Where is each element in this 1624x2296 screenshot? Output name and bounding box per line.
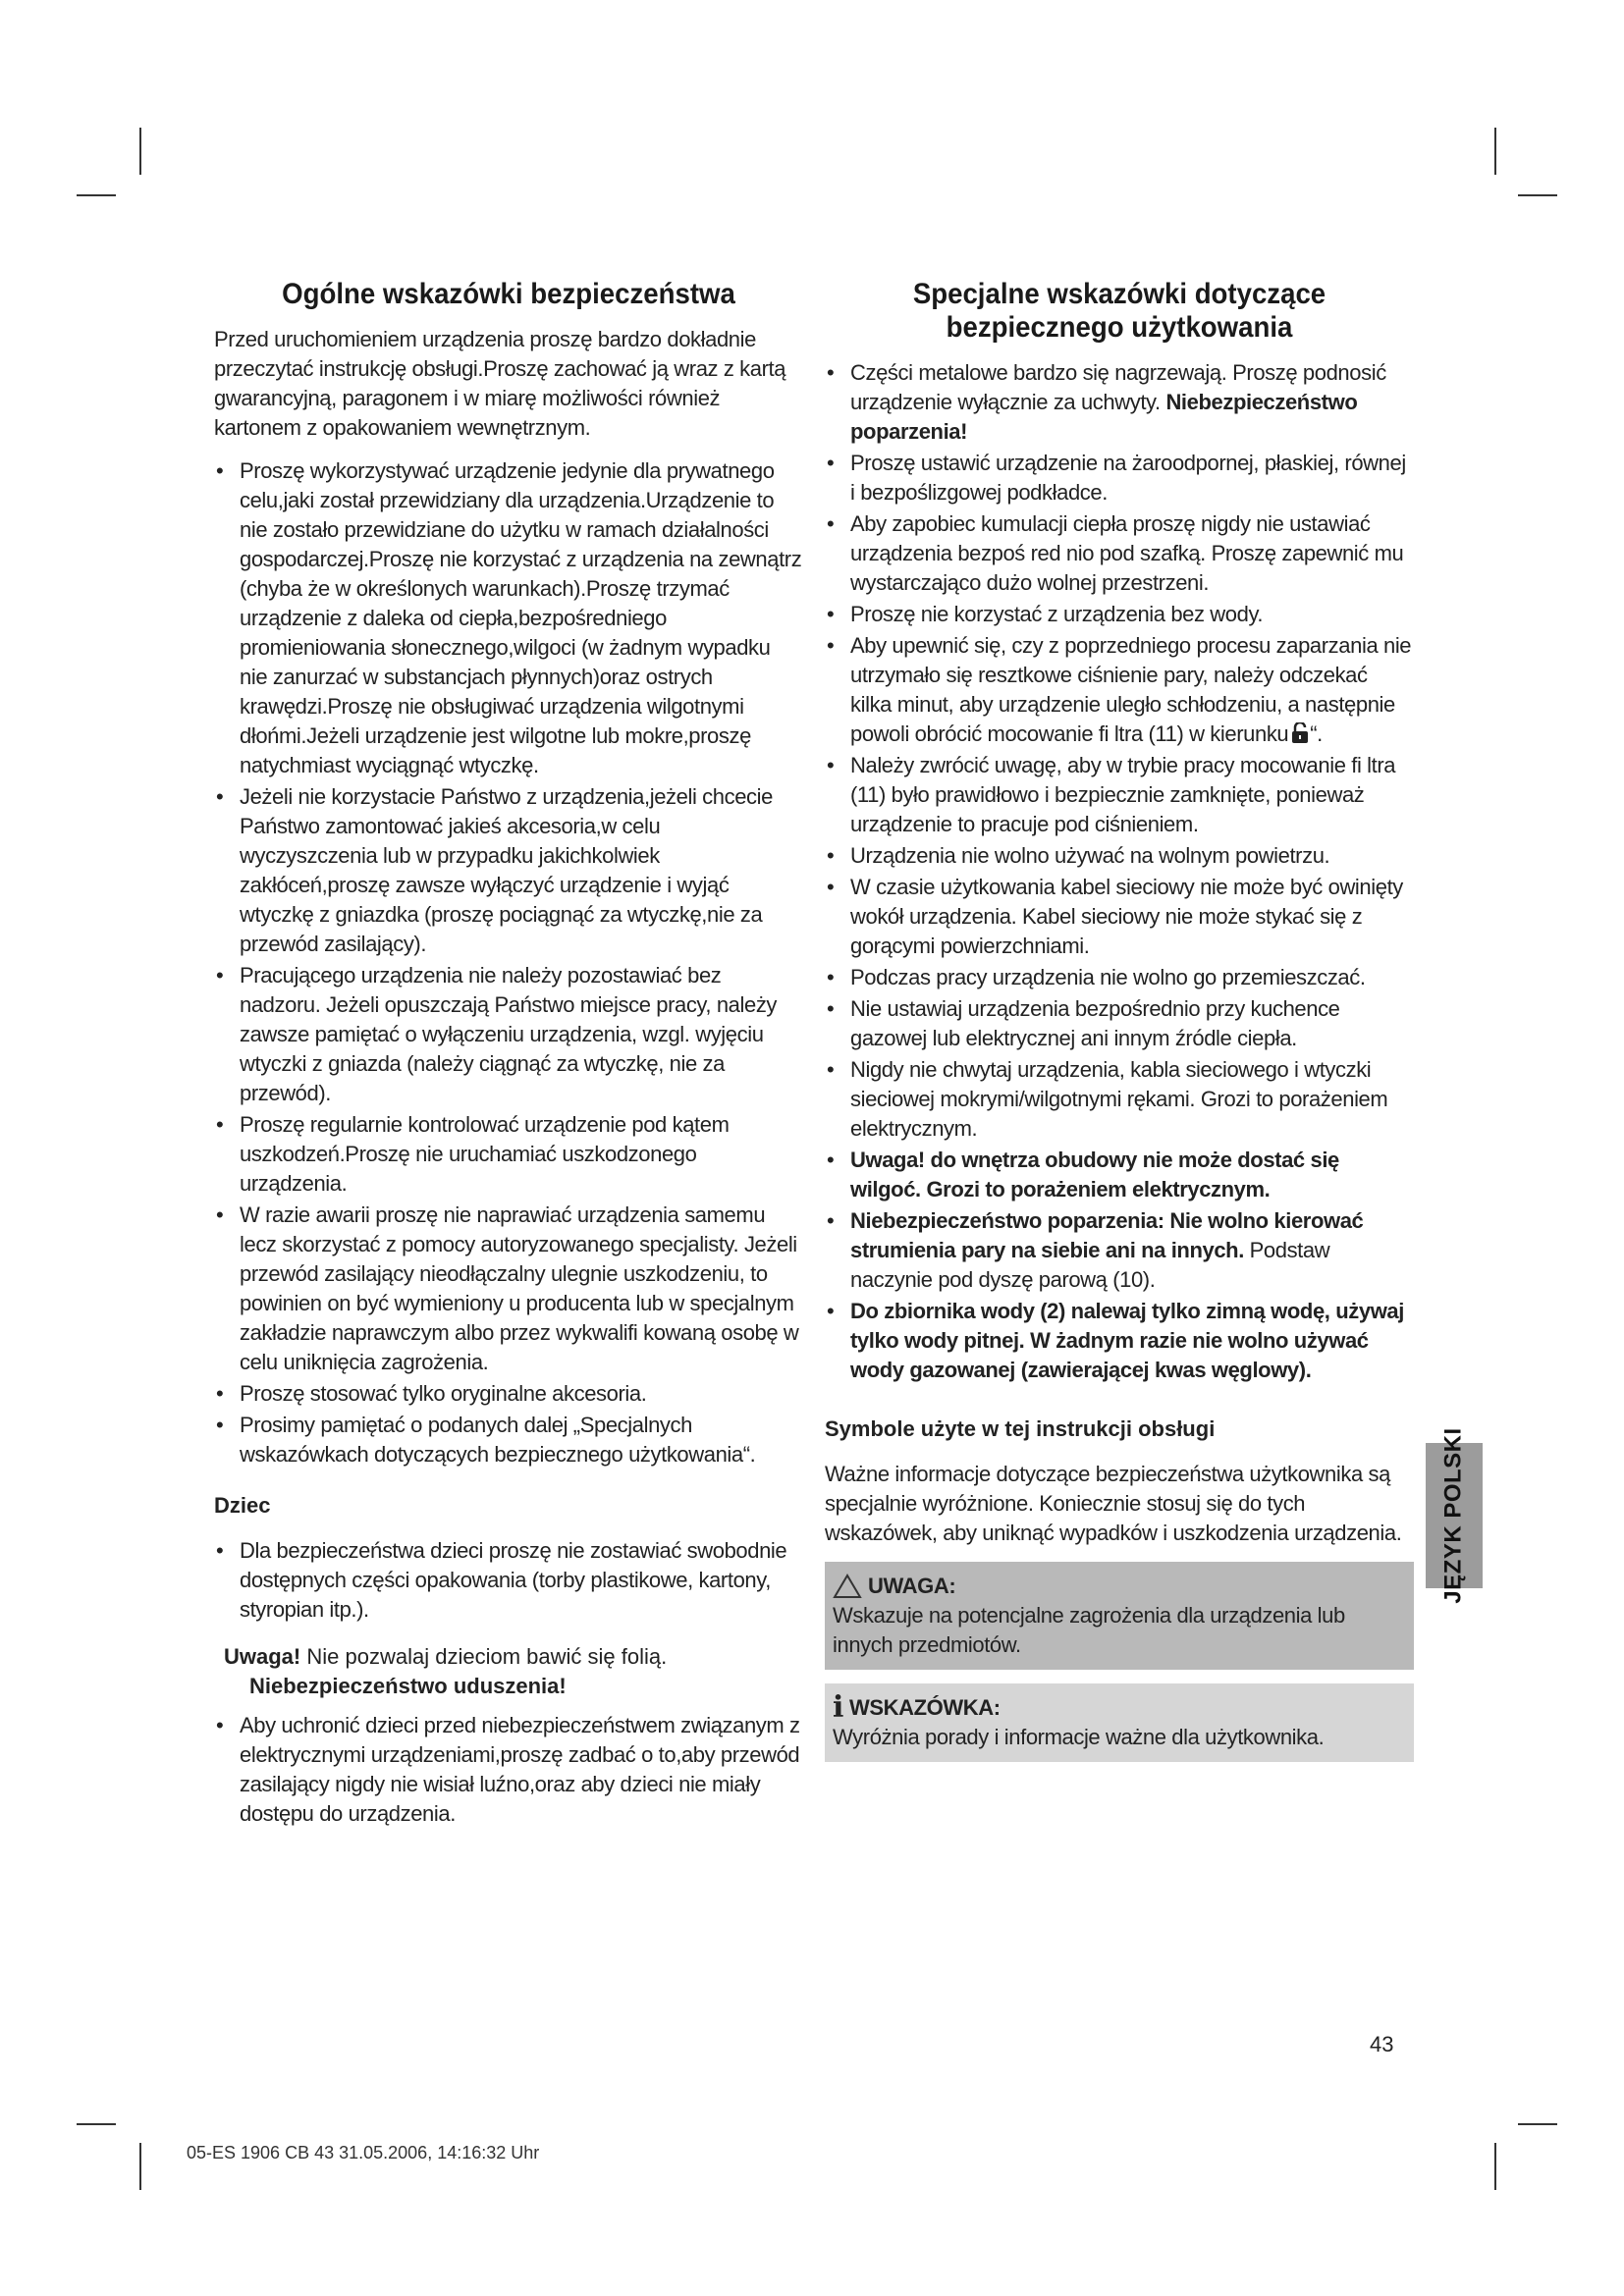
- list-item: • W czasie użytkowania kabel sieciowy nie może być owinięty wokół urządzenia. Kabel sieciowy nie może stykać się z gorącymi powierzchniami.: [827, 875, 1403, 958]
- list-item: • Dla bezpieczeństwa dzieci proszę nie zostawiać swobodnie dostępnych części opakowania (torby plastikowe, kartony, styropian itp.).: [216, 1538, 787, 1622]
- list-item: • Aby uchronić dzieci przed niebezpieczeństwem związanym z elektrycznymi urządzeniami,proszę zadbać o to,aby przewód zasilający nigdy nie wisiał luźno,oraz aby dzieci nie miały dostępu do urządzenia.: [216, 1713, 800, 1826]
- general-safety-title: Ogólne wskazówki bezpieczeństwa: [282, 278, 735, 310]
- unlock-icon: [1290, 722, 1310, 744]
- list-item: • Proszę nie korzystać z urządzenia bez wody.: [827, 602, 1264, 626]
- print-footer: 05-ES 1906 CB 43 31.05.2006, 14:16:32 Uhr: [187, 2143, 540, 2163]
- crop-mark: [77, 194, 116, 196]
- symbols-heading: Symbole użyte w tej instrukcji obsługi: [825, 1416, 1216, 1441]
- page-number: 43: [1370, 2032, 1394, 2056]
- list-item: • Niebezpieczeństwo poparzenia: Nie wolno kierować strumienia pary na siebie ani na innych. Podstaw naczynie pod dyszę parową (10).: [827, 1208, 1364, 1292]
- special-safety-title-line1: Specjalne wskazówki dotyczące: [912, 278, 1326, 310]
- warning-box: [825, 1562, 1414, 1670]
- special-safety-title-line2: bezpiecznego użytkowania: [946, 311, 1293, 344]
- crop-mark: [139, 2143, 141, 2190]
- children-list: [214, 1536, 803, 1625]
- list-item: • Do zbiornika wody (2) nalewaj tylko zimną wodę, używaj tylko wody pitnej. W żadnym razie nie wolno używać wody gazowanej (zawierającej kwas węglowy).: [827, 1299, 1404, 1382]
- crop-mark: [1494, 128, 1496, 175]
- language-tab: [1426, 1427, 1483, 1604]
- symbols-paragraph: Ważne informacje dotyczące bezpieczeństwa użytkownika są specjalnie wyróżnione. Koniecznie stosuj się do tych wskazówek, aby uniknąć wypadków i uszkodzenia urządzenia.: [825, 1462, 1402, 1545]
- intro-paragraph: Przed uruchomieniem urządzenia proszę bardzo dokładnie przeczytać instrukcję obsługi.Proszę zachować ją wraz z kartą gwarancyjną, paragonem i w miarę możliwości również kartonem z opakowaniem wewnętrznym.: [214, 327, 786, 440]
- caution-label: Uwaga!: [224, 1644, 301, 1669]
- language-tab-label: JĘZYK POLSKI: [1440, 1427, 1467, 1604]
- list-item: • Jeżeli nie korzystacie Państwo z urządzenia,jeżeli chcecie Państwo zamontować jakieś akcesoria,w celu wyczyszczenia lub w przypadku jakichkolwiek zakłóceń,proszę zawsze wyłączyć urządzenie i wyjąć wtyczkę z gniazdka (proszę pociągnąć za wtyczkę,nie za przewód zasilający).: [216, 784, 773, 956]
- list-item: • Urządzenia nie wolno używać na wolnym powietrzu.: [827, 843, 1330, 868]
- list-item: • Proszę stosować tylko oryginalne akcesoria.: [216, 1381, 647, 1406]
- list-item: • Należy zwrócić uwagę, aby w trybie pracy mocowanie fi ltra (11) było prawidłowo i bezpiecznie zamknięte, ponieważ urządzenie to pracuje pod ciśnieniem.: [827, 753, 1396, 836]
- left-column: [214, 278, 803, 1831]
- right-column: [825, 278, 1414, 1762]
- info-icon: i: [833, 1690, 843, 1725]
- list-item: • Pracującego urządzenia nie należy pozostawiać bez nadzoru. Jeżeli opuszczają Państwo miejsce pracy, należy zawsze pamiętać o wyłączeniu urządzenia, wzgl. wyjęciu wtyczki z gniazda (należy ciągnąć za wtyczkę, nie za przewód).: [216, 963, 778, 1105]
- tip-box: [825, 1683, 1414, 1762]
- list-item: • Nie ustawiaj urządzenia bezpośrednio przy kuchence gazowej lub elektrycznej ani innym źródle ciepła.: [827, 996, 1340, 1050]
- crop-mark: [139, 128, 141, 175]
- special-safety-title: [848, 278, 1390, 345]
- crop-mark: [1494, 2143, 1496, 2190]
- list-item: • Uwaga! do wnętrza obudowy nie może dostać się wilgoć. Grozi to porażeniem elektrycznym.: [827, 1148, 1339, 1201]
- children-list-2: [214, 1711, 803, 1829]
- caution-note: [214, 1642, 803, 1701]
- list-item: • Aby zapobiec kumulacji ciepła proszę nigdy nie ustawiać urządzenia bezpoś red nio pod szafką. Proszę zapewnić mu wystarczająco dużo wolnej przestrzeni.: [827, 511, 1404, 595]
- list-item: • W razie awarii proszę nie naprawiać urządzenia samemu lecz skorzystać z pomocy autoryzowanego specjalisty. Jeżeli przewód zasilający nieodłączalny ulegnie uszkodzeniu, to powinien on być wymieniony u producenta lub w specjalnym zakładzie naprawczym albo przez wykwalifi kowaną osobę w celu uniknięcia zagrożenia.: [216, 1202, 799, 1374]
- caution-text: Nie pozwalaj dzieciom bawić się folią.: [306, 1644, 668, 1669]
- general-safety-list: [214, 456, 803, 1469]
- children-heading: Dziec: [214, 1493, 271, 1518]
- caution-danger: Niebezpieczeństwo uduszenia!: [249, 1674, 567, 1698]
- warning-triangle-icon: [833, 1574, 862, 1599]
- list-item: • Aby upewnić się, czy z poprzedniego procesu zaparzania nie utrzymało się resztkowe ciśnienie pary, należy odczekać kilka minut, aby urządzenie uległo schłodzeniu, a następnie powoli obrócić mocowanie fi ltra (11) w kierunku “.: [827, 633, 1412, 746]
- crop-mark: [77, 2123, 116, 2125]
- list-item: • Proszę regularnie kontrolować urządzenie pod kątem uszkodzeń.Proszę nie uruchamiać uszkodzonego urządzenia.: [216, 1112, 730, 1196]
- crop-mark: [1518, 194, 1557, 196]
- list-item: • Proszę ustawić urządzenie na żaroodpornej, płaskiej, równej i bezpoślizgowej podkładce.: [827, 451, 1406, 505]
- list-item: • Prosimy pamiętać o podanych dalej „Specjalnych wskazówkach dotyczących bezpiecznego użytkowania“.: [216, 1413, 756, 1467]
- special-safety-list: [825, 358, 1414, 1385]
- crop-mark: [1518, 2123, 1557, 2125]
- list-item: • Proszę wykorzystywać urządzenie jedynie dla prywatnego celu,jaki został przewidziany dla urządzenia.Urządzenie to nie zostało przewidziane do użytku w ramach działalności gospodarczej.Proszę nie korzystać z urządzenia na zewnątrz (chyba że w określonych warunkach).Proszę trzymać urządzenie z daleka od ciepła,bezpośredniego promieniowania słonecznego,wilgoci (w żadnym wypadku nie zanurzać w substancjach płynnych)oraz ostrych krawędzi.Proszę nie obsługiwać urządzenia wilgotnymi dłońmi.Jeżeli urządzenie jest wilgotne lub mokre,proszę natychmiast wyciągnąć wtyczkę.: [216, 458, 802, 777]
- tip-title: WSKAZÓWKA:: [849, 1695, 1001, 1720]
- warning-text: Wskazuje na potencjalne zagrożenia dla urządzenia lub innych przedmiotów.: [833, 1603, 1345, 1657]
- warning-title: UWAGA:: [868, 1574, 956, 1598]
- list-item: • Części metalowe bardzo się nagrzewają. Proszę podnosić urządzenie wyłącznie za uchwyty. Niebezpieczeństwo poparzenia!: [827, 360, 1386, 444]
- list-item: • Podczas pracy urządzenia nie wolno go przemieszczać.: [827, 965, 1366, 989]
- tip-text: Wyróżnia porady i informacje ważne dla użytkownika.: [833, 1725, 1325, 1749]
- list-item: • Nigdy nie chwytaj urządzenia, kabla sieciowego i wtyczki sieciowej mokrymi/wilgotnymi rękami. Grozi to porażeniem elektrycznym.: [827, 1057, 1388, 1141]
